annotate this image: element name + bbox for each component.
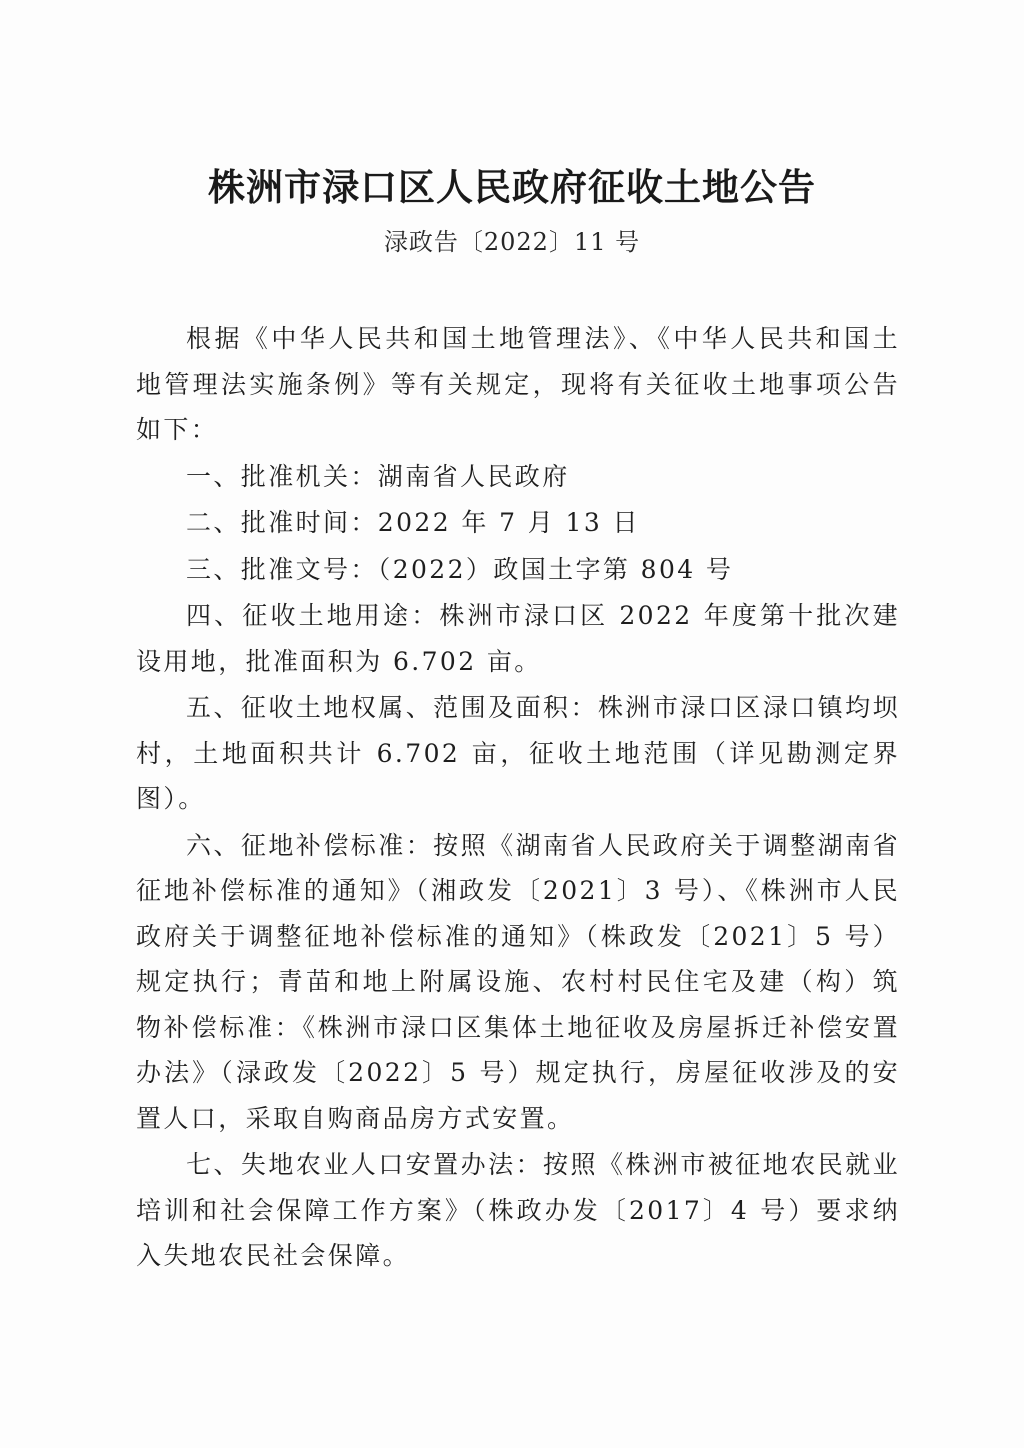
document-body xyxy=(136,316,900,1280)
paragraph-approval-authority: 一、批准机关：湖南省人民政府 xyxy=(186,461,570,491)
document-number: 渌政告〔2022〕11 号 xyxy=(383,228,641,256)
paragraph-resettlement-method: 七、失地农业人口安置办法：按照《株洲市被征地农民就业培训和社会保障工作方案》（株政办发〔2017〕4 号）要求纳入失地农民社会保障。 xyxy=(136,1150,900,1270)
paragraph-approval-date: 二、批准时间：2022 年 7 月 13 日 xyxy=(186,508,640,537)
paragraph-intro: 根据《中华人民共和国土地管理法》、《中华人民共和国土地管理法实施条例》等有关规定，现将有关征收土地事项公告如下： xyxy=(136,324,900,444)
paragraph-approval-number: 三、批准文号：（2022）政国土字第 804 号 xyxy=(186,554,734,584)
paragraph-land-scope: 五、征收土地权属、范围及面积：株洲市渌口区渌口镇均坝村，土地面积共计 6.702 亩，征收土地范围（详见勘测定界图）。 xyxy=(136,693,900,813)
paragraph-compensation-standard: 六、征地补偿标准：按照《湖南省人民政府关于调整湖南省征地补偿标准的通知》（湘政发〔2021〕3 号）、《株洲市人民政府关于调整征地补偿标准的通知》（株政发〔2021〕5 号）规定执行；青苗和地上附属设施、农村村民住宅及建（构）筑物补偿标准：《株洲市渌口区集体土地征收及房屋拆迁补偿安置办法》（渌政发〔2022〕5 号）规定执行，房屋征收涉及的安置人口，采取自购商品房方式安置。 xyxy=(136,830,900,1133)
paragraph-land-use: 四、征收土地用途：株洲市渌口区 2022 年度第十批次建设用地，批准面积为 6.702 亩。 xyxy=(136,601,900,676)
document-title: 株洲市渌口区人民政府征收土地公告 xyxy=(208,166,816,209)
